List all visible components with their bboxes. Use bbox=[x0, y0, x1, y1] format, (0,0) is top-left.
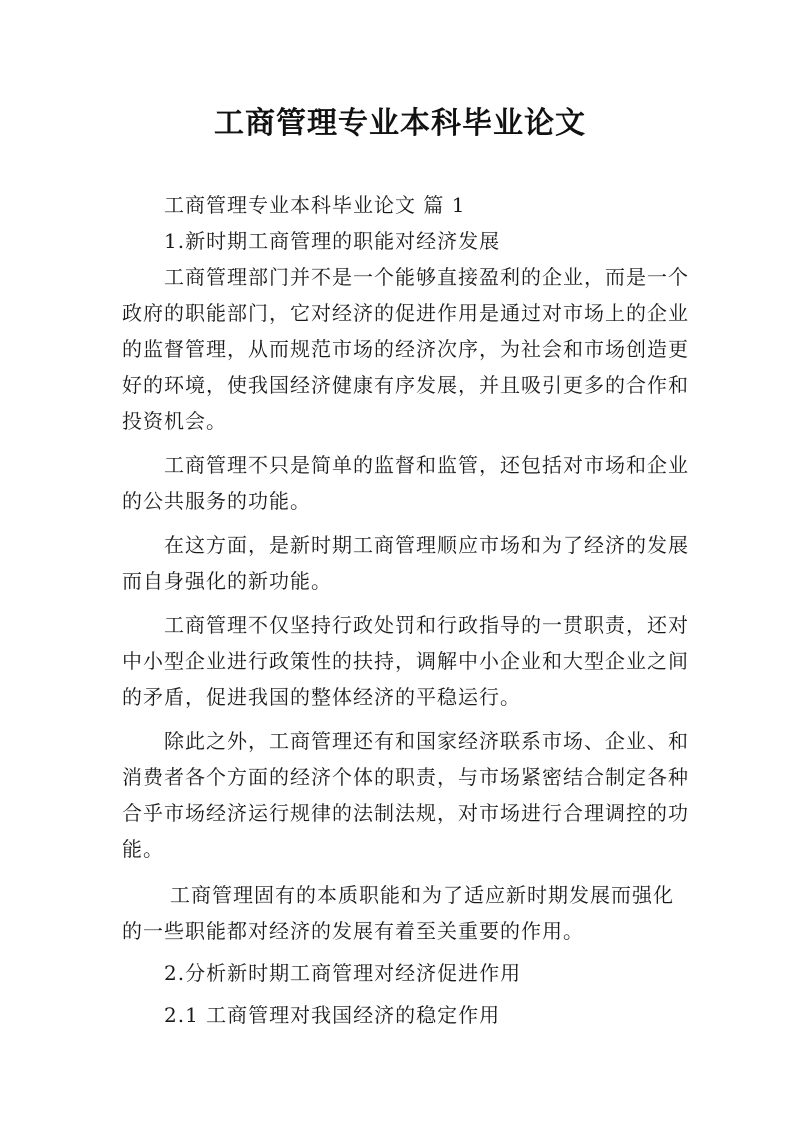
paragraph-2: 工商管理不只是简单的监督和监管，还包括对市场和企业的公共服务的功能。 bbox=[122, 453, 689, 513]
subsection-heading-2-1: 2.1 工商管理对我国经济的稳定作用 bbox=[164, 1003, 501, 1027]
document-body bbox=[122, 187, 692, 1033]
section-heading-2: 2.分析新时期工商管理对经济促进作用 bbox=[164, 961, 522, 985]
article-heading: 工商管理专业本科毕业论文 篇 1 bbox=[164, 193, 466, 217]
paragraph-4: 工商管理不仅坚持行政处罚和行政指导的一贯职责，还对中小型企业进行政策性的扶持，调解中小企业和大型企业之间的矛盾，促进我国的整体经济的平稳运行。 bbox=[122, 613, 689, 709]
document-title: 工商管理专业本科毕业论文 bbox=[214, 106, 586, 141]
paragraph-5: 除此之外，工商管理还有和国家经济联系市场、企业、和消费者各个方面的经济个体的职责，与市场紧密结合制定各种合乎市场经济运行规律的法制法规，对市场进行合理调控的功能。 bbox=[122, 729, 689, 861]
section-heading-1: 1.新时期工商管理的职能对经济发展 bbox=[164, 229, 501, 253]
paragraph-1: 工商管理部门并不是一个能够直接盈利的企业，而是一个政府的职能部门，它对经济的促进作用是通过对市场上的企业的监督管理，从而规范市场的经济次序，为社会和市场创造更好的环境，使我国经济健康有序发展，并且吸引更多的合作和投资机会。 bbox=[122, 265, 689, 433]
paragraph-3: 在这方面，是新时期工商管理顺应市场和为了经济的发展而自身强化的新功能。 bbox=[122, 533, 689, 593]
paragraph-6: 工商管理固有的本质职能和为了适应新时期发展而强化的一些职能都对经济的发展有着至关重要的作用。 bbox=[122, 883, 674, 943]
